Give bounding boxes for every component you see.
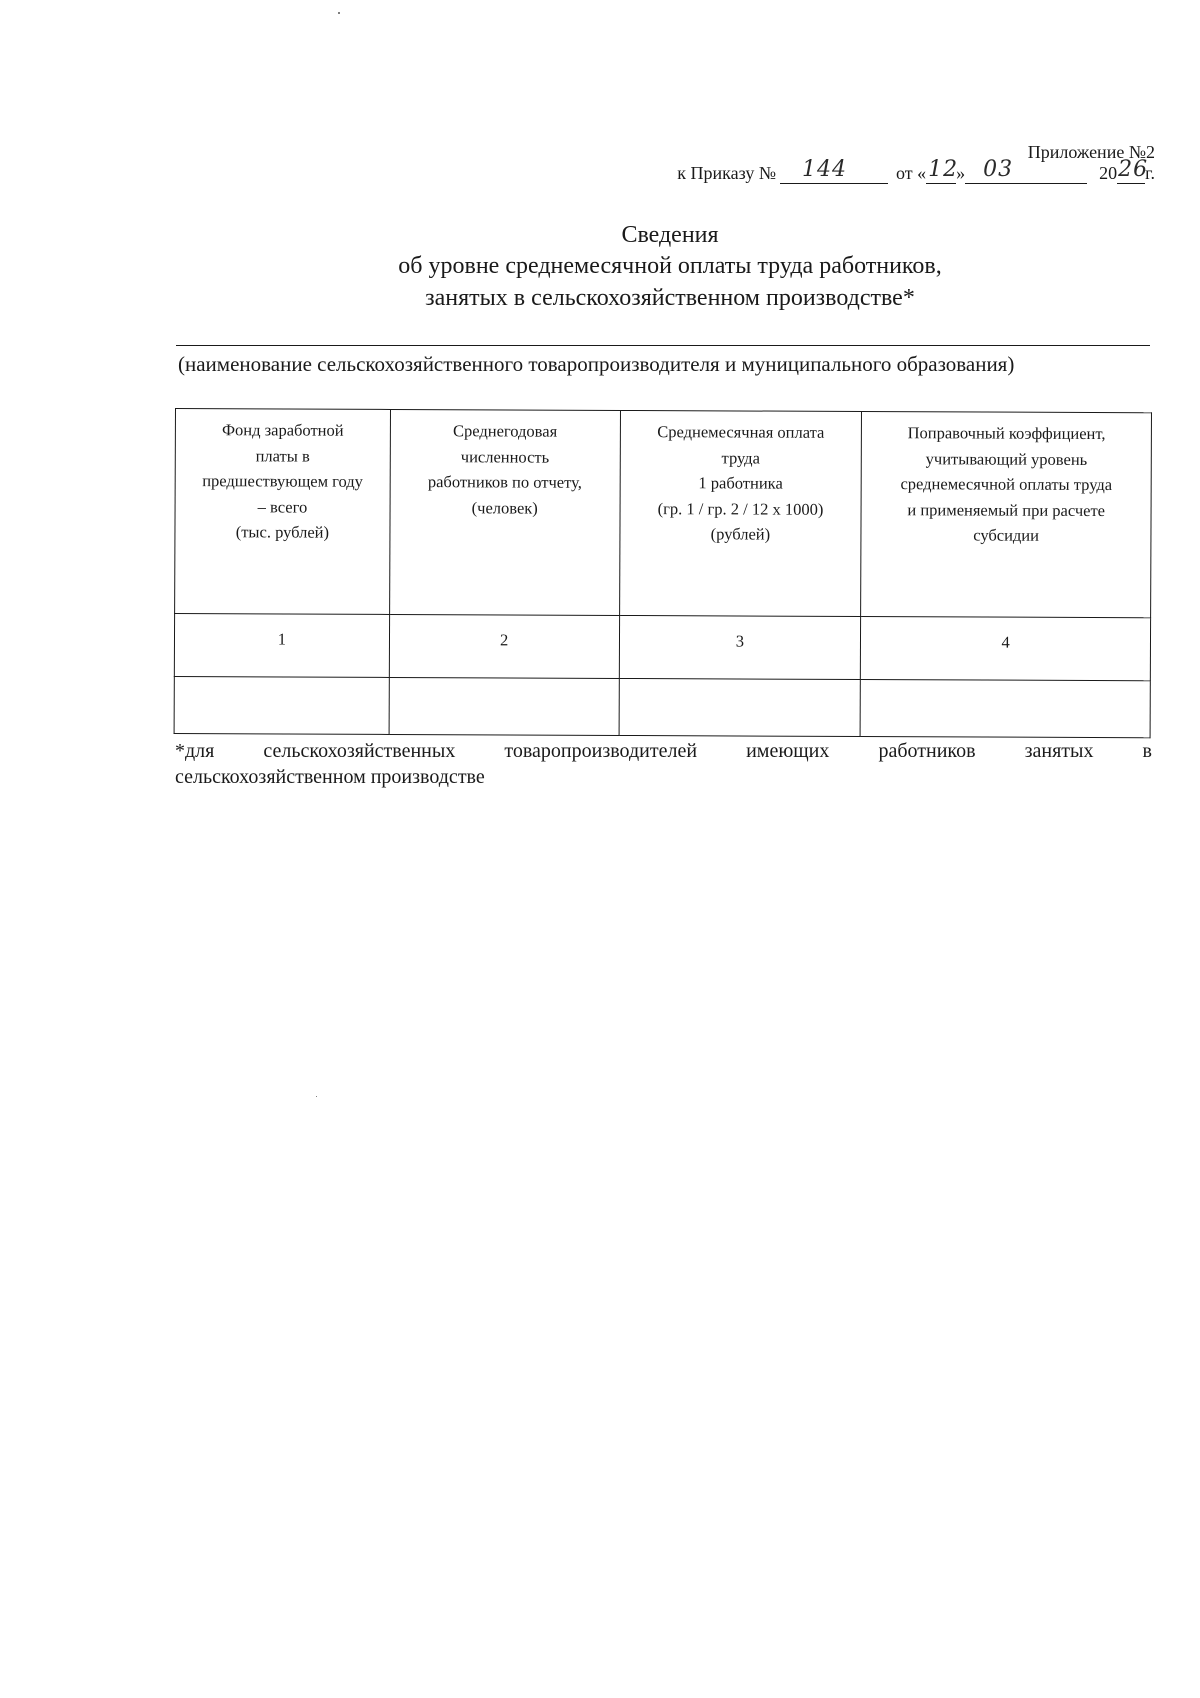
header-line: численность bbox=[460, 446, 550, 467]
column-number-cell: 4 bbox=[861, 616, 1151, 680]
header-line: работников по отчету, bbox=[427, 472, 582, 492]
document-subtitle-line1: об уровне среднемесячной оплаты труда работников, bbox=[398, 253, 942, 279]
order-number-handwritten: 144 bbox=[802, 157, 847, 182]
date-month-field bbox=[965, 157, 1087, 184]
table-header-row bbox=[175, 409, 1152, 618]
salary-info-table bbox=[174, 408, 1152, 738]
header-line: среднемесячной оплаты труда bbox=[900, 474, 1113, 495]
header-line: – всего bbox=[257, 497, 308, 517]
header-line: (тыс. рублей) bbox=[235, 522, 330, 542]
header-line: (рублей) bbox=[710, 524, 771, 544]
year-suffix-handwritten: 26 bbox=[1118, 157, 1149, 182]
date-quote-close: » bbox=[956, 163, 966, 183]
year-unit: г. bbox=[1145, 163, 1155, 183]
header-line: предшествующем году bbox=[202, 471, 364, 491]
scan-speck bbox=[316, 1096, 317, 1097]
column-number-row bbox=[174, 614, 1150, 681]
header-line: Среднегодовая bbox=[452, 421, 558, 441]
header-line: Фонд заработной bbox=[221, 420, 344, 440]
header-line: субсидии bbox=[973, 525, 1040, 546]
data-cell bbox=[174, 676, 389, 734]
column-number-cell: 3 bbox=[619, 615, 861, 679]
data-cell bbox=[389, 677, 619, 735]
header-line: Поправочный коэффициент, bbox=[907, 423, 1106, 444]
date-prefix: от « bbox=[896, 163, 927, 183]
header-cell-correction-coefficient bbox=[861, 411, 1152, 617]
header-line: Среднемесячная оплата bbox=[657, 422, 825, 442]
document-subtitle-line2: занятых в сельскохозяйственном производстве* bbox=[425, 285, 915, 311]
data-cell bbox=[619, 678, 861, 736]
column-number-cell: 1 bbox=[174, 614, 389, 678]
document-title: Сведения bbox=[621, 222, 719, 248]
year-prefix: 20 bbox=[1099, 163, 1118, 183]
footnote-line1: *для сельскохозяйственных товаропроизводителей имеющих работников занятых в bbox=[175, 740, 1152, 762]
column-number-cell: 2 bbox=[389, 614, 619, 678]
header-cell-payroll-fund bbox=[175, 409, 391, 615]
year-suffix-field bbox=[1117, 157, 1149, 184]
order-reference-line bbox=[677, 157, 1155, 184]
data-cell bbox=[860, 679, 1150, 737]
scan-speck bbox=[338, 12, 340, 14]
appendix-label: Приложение №2 bbox=[1027, 142, 1155, 162]
organization-name-line bbox=[176, 345, 1150, 346]
date-day-handwritten: 12 bbox=[928, 157, 959, 182]
order-number-field bbox=[780, 157, 888, 184]
order-prefix: к Приказу № bbox=[677, 163, 776, 183]
header-line: и применяемый при расчете bbox=[907, 499, 1106, 520]
header-cell-monthly-pay bbox=[619, 410, 862, 616]
header-cell-headcount bbox=[389, 409, 620, 615]
header-line: труда bbox=[721, 447, 760, 468]
header-line: учитывающий уровень bbox=[925, 448, 1088, 469]
header-line: (человек) bbox=[471, 497, 538, 518]
header-line: 1 работника bbox=[698, 473, 783, 493]
header-line: платы в bbox=[255, 445, 310, 466]
date-month-handwritten: 03 bbox=[983, 157, 1014, 182]
data-entry-row bbox=[174, 676, 1150, 737]
date-day-field bbox=[926, 157, 959, 184]
footnote-line2: сельскохозяйственном производстве bbox=[175, 766, 485, 788]
header-line: (гр. 1 / гр. 2 / 12 х 1000) bbox=[657, 498, 824, 519]
organization-caption: (наименование сельскохозяйственного товаропроизводителя и муниципального образования) bbox=[178, 352, 1015, 376]
